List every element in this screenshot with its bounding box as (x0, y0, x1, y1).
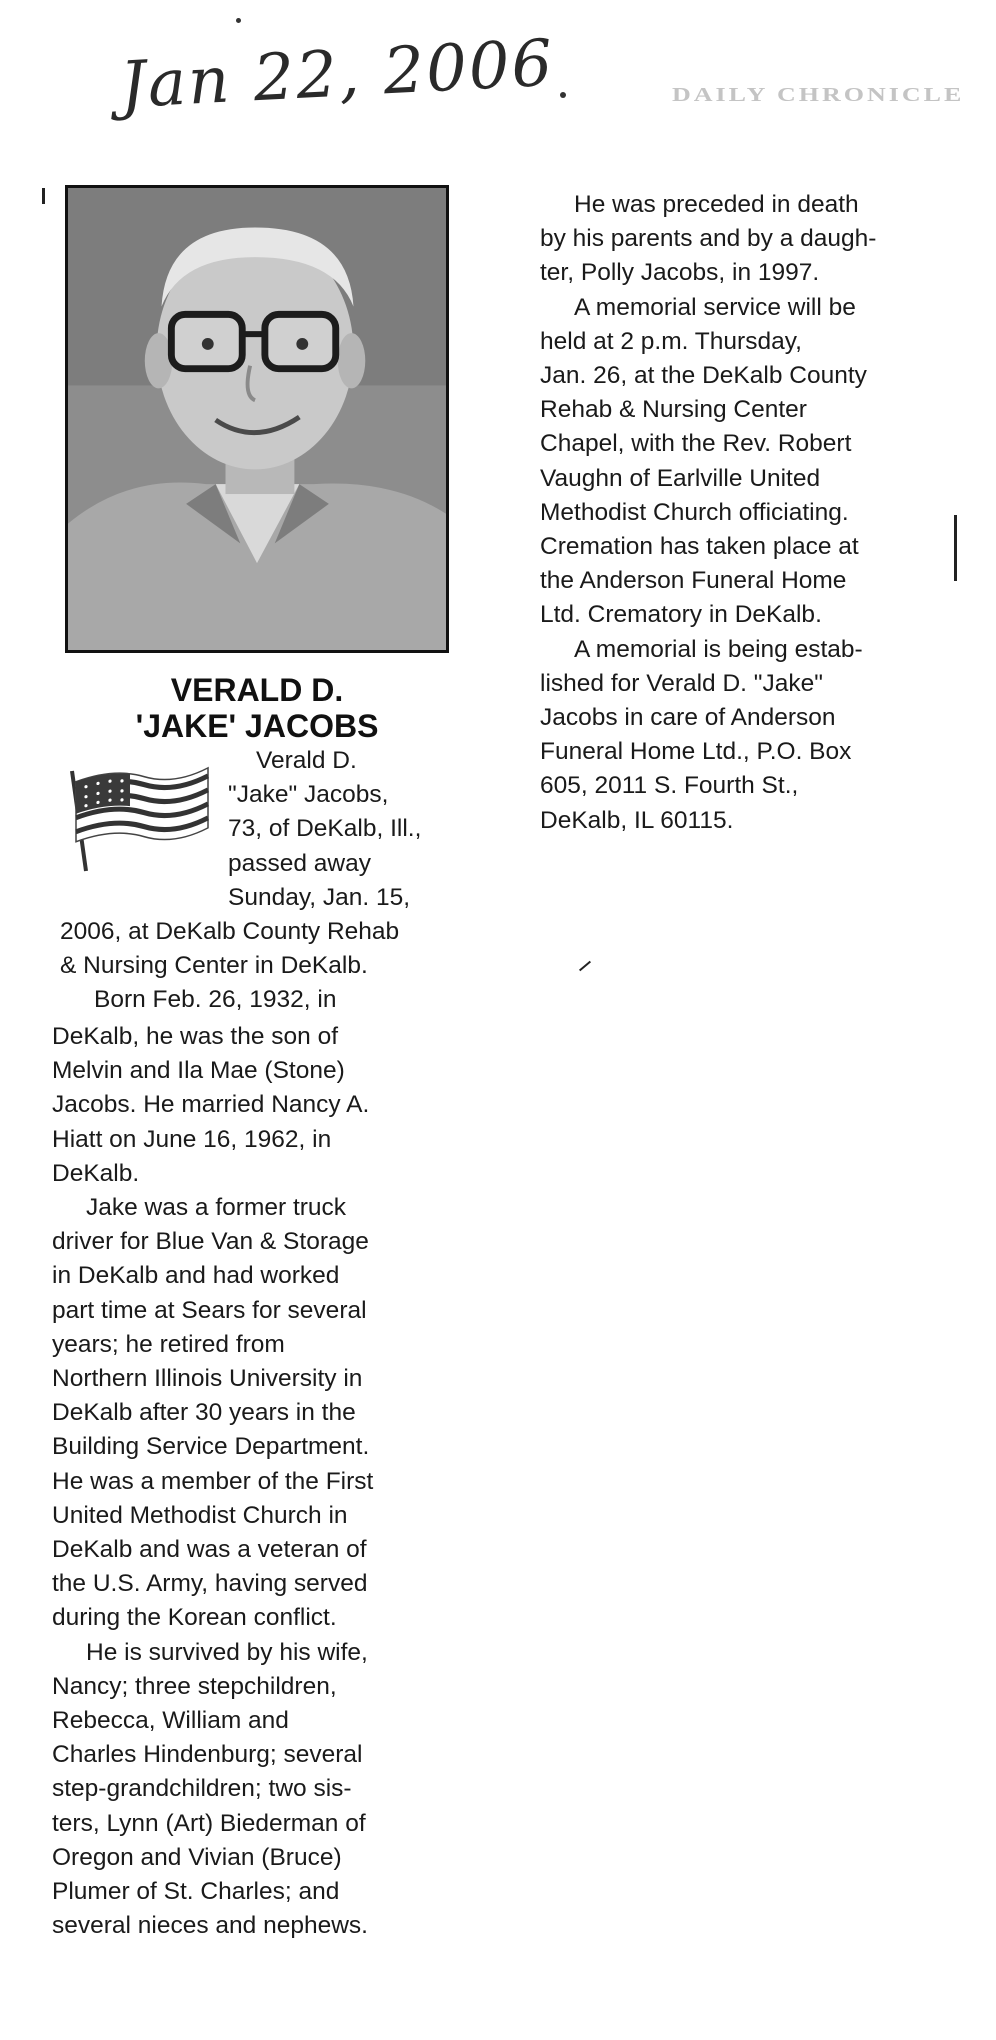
text-line: DeKalb after 30 years in the (52, 1399, 356, 1427)
text-line: 605, 2011 S. Fourth St., (540, 772, 799, 800)
text-line: part time at Sears for several (52, 1296, 367, 1324)
text-line: A memorial is being estab- (574, 635, 863, 663)
obituary-name-heading (65, 672, 449, 744)
text-line: Vaughn of Earlville United (540, 464, 821, 492)
text-line: step-grandchildren; two sis- (52, 1775, 352, 1803)
text-line: lished for Verald D. "Jake" (540, 669, 823, 697)
text-line: Charles Hindenburg; several (52, 1741, 363, 1769)
text-line: Rebecca, William and (52, 1707, 289, 1735)
text-line: Born Feb. 26, 1932, in (94, 986, 337, 1014)
text-line: Hiatt on June 16, 1962, in (52, 1125, 332, 1153)
text-line: Rehab & Nursing Center (540, 396, 807, 424)
text-line: during the Korean conflict. (52, 1604, 337, 1632)
text-line: the Anderson Funeral Home (540, 567, 847, 595)
text-line: United Methodist Church in (52, 1501, 348, 1529)
text-line: by his parents and by a daugh- (540, 225, 877, 253)
obituary-body-left-bottom (52, 1020, 452, 1943)
scan-mark (579, 961, 591, 972)
text-line: Ltd. Crematory in DeKalb. (540, 601, 822, 629)
text-line: held at 2 p.m. Thursday, (540, 327, 802, 355)
text-line: Melvin and Ila Mae (Stone) (52, 1057, 345, 1085)
text-line: Sunday, Jan. 15, (228, 883, 411, 911)
text-line: Chapel, with the Rev. Robert (540, 430, 852, 458)
text-line: driver for Blue Van & Storage (52, 1228, 369, 1256)
scan-speck (236, 18, 241, 23)
text-line: Methodist Church officiating. (540, 498, 849, 526)
text-line: Jacobs in care of Anderson (540, 704, 836, 732)
text-line: 73, of DeKalb, Ill., (228, 815, 422, 843)
text-line: in DeKalb and had worked (52, 1262, 340, 1290)
newspaper-masthead: DAILY CHRONICLE (672, 83, 965, 106)
text-line: Jake was a former truck (86, 1194, 347, 1222)
text-line: & Nursing Center in DeKalb. (60, 952, 368, 980)
text-line: Funeral Home Ltd., P.O. Box (540, 738, 852, 766)
scan-mark (954, 515, 957, 581)
text-line: DeKalb. (52, 1159, 140, 1187)
text-line: several nieces and nephews. (52, 1912, 368, 1940)
obituary-body-left-top (60, 744, 460, 1018)
text-line: passed away (228, 849, 372, 877)
text-line: "Jake" Jacobs, (228, 781, 389, 809)
text-line: Jacobs. He married Nancy A. (52, 1091, 370, 1119)
text-line: DeKalb and was a veteran of (52, 1536, 367, 1564)
text-line: 2006, at DeKalb County Rehab (60, 918, 400, 946)
text-line: Nancy; three stepchildren, (52, 1672, 337, 1700)
portrait-image (68, 188, 446, 650)
text-line: A memorial service will be (574, 293, 856, 321)
obituary-photo (65, 185, 449, 653)
text-line: Cremation has taken place at (540, 533, 859, 561)
text-line: He is survived by his wife, (86, 1638, 368, 1666)
text-line: He was preceded in death (574, 191, 859, 218)
text-line: DeKalb, he was the son of (52, 1023, 339, 1050)
handwritten-date: Jan 22, 2006 (118, 26, 557, 124)
text-line: Oregon and Vivian (Bruce) (52, 1843, 342, 1871)
scan-speck (560, 92, 566, 98)
scan-mark (42, 188, 45, 204)
text-line: Plumer of St. Charles; and (52, 1878, 340, 1906)
text-line: DeKalb, IL 60115. (540, 806, 734, 834)
text-line: Verald D. (256, 747, 357, 774)
text-line: Jan. 26, at the DeKalb County (540, 362, 867, 390)
text-line: ter, Polly Jacobs, in 1997. (540, 259, 820, 287)
name-line-1: VERALD D. (170, 672, 344, 708)
text-line: He was a member of the First (52, 1467, 374, 1495)
text-line: Northern Illinois University in (52, 1365, 363, 1393)
text-line: Building Service Department. (52, 1433, 370, 1461)
text-line: years; he retired from (52, 1330, 285, 1358)
text-line: ters, Lynn (Art) Biederman of (52, 1809, 366, 1837)
obituary-body-right (540, 188, 940, 838)
name-line-2: 'JAKE' JACOBS (135, 708, 379, 744)
text-line: the U.S. Army, having served (52, 1570, 368, 1598)
